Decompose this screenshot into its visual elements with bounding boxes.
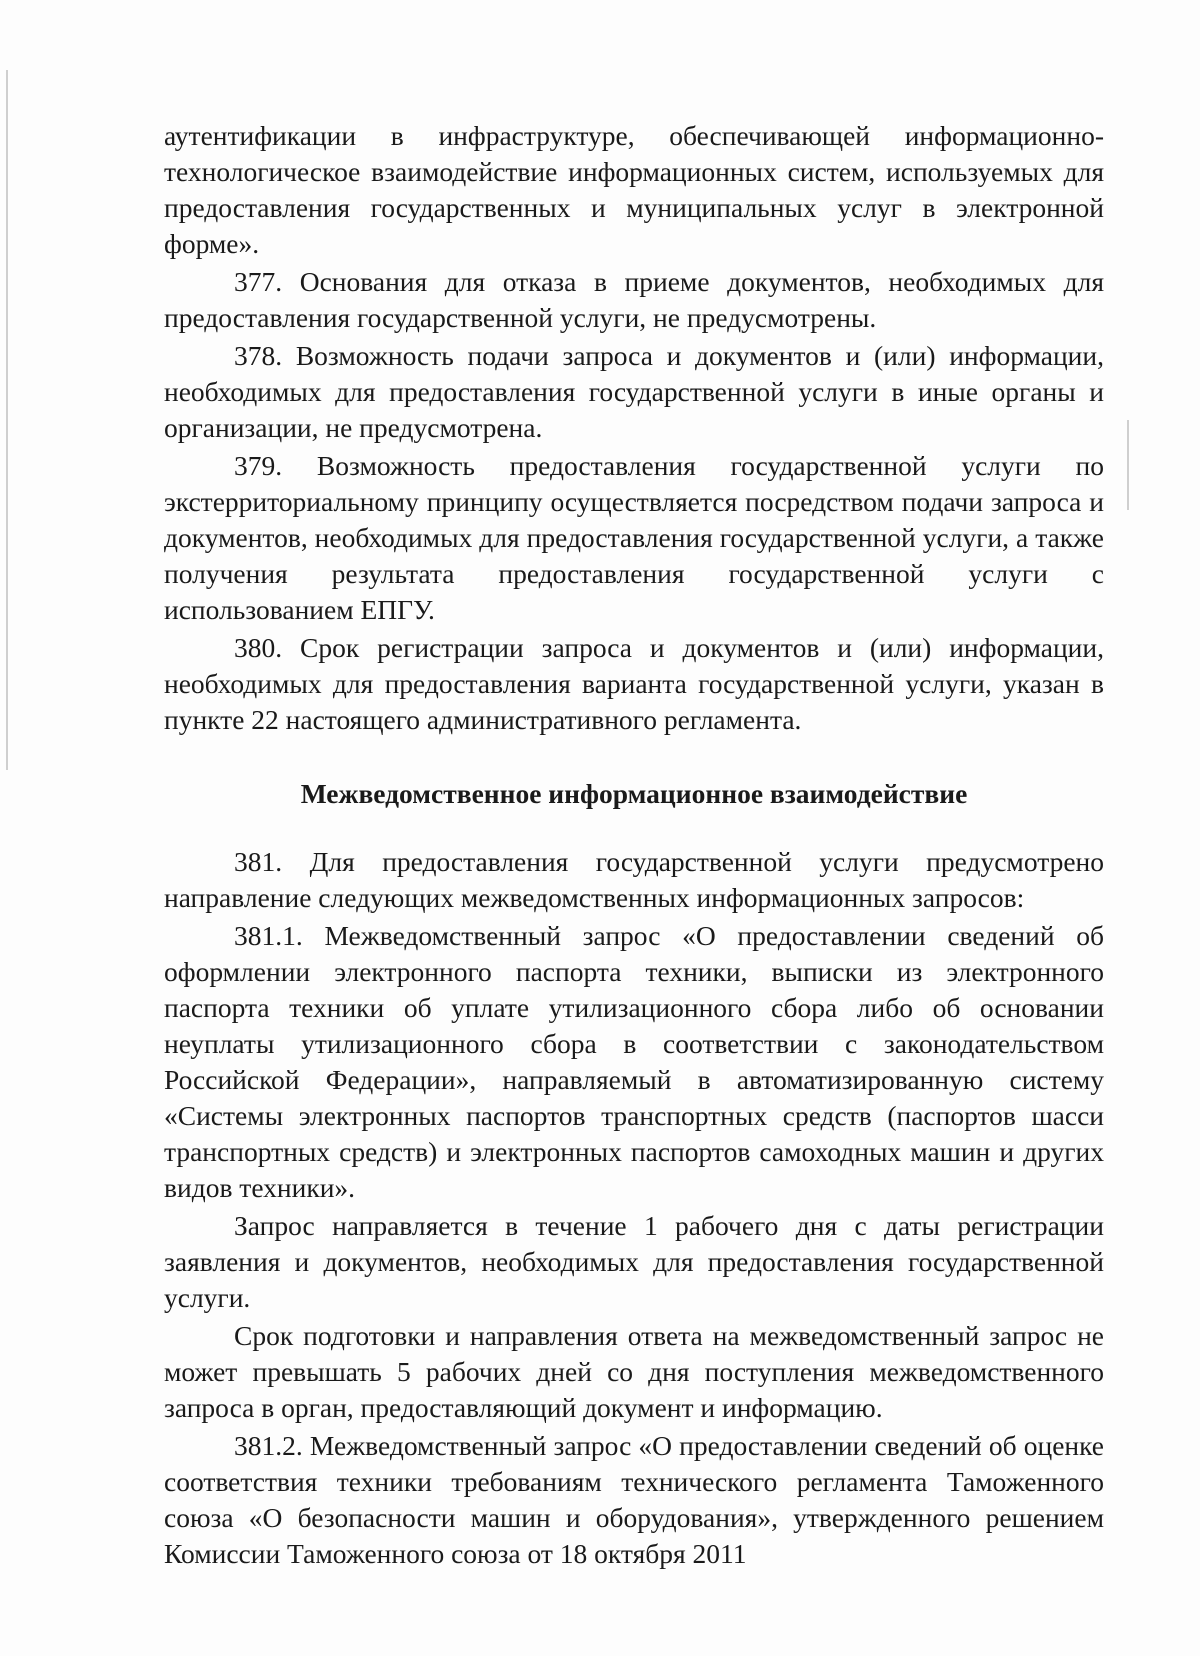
paragraph-378: 378. Возможность подачи запроса и документов и (или) информации, необходимых для предоставления государственной услуги в иные органы и организации, не предусмотрена.: [164, 340, 1104, 443]
paragraph-380: 380. Срок регистрации запроса и документов и (или) информации, необходимых для предоставления варианта государственной услуги, указан в пункте 22 настоящего административного регламента.: [164, 632, 1104, 735]
paragraph-381-2: 381.2. Межведомственный запрос «О предоставлении сведений об оценке соответствия техники требованиям технического регламента Таможенного союза «О безопасности машин и оборудования», утвержденного решением Комиссии Таможенного союза от 18 октября 2011: [164, 1430, 1104, 1569]
paragraph-continuation: аутентификации в инфраструктуре, обеспечивающей информационно-технологическое взаимодействие информационных систем, используемых для предоставления государственных и муниципальных услуг в электронной форме».: [164, 120, 1104, 259]
paragraph-377: 377. Основания для отказа в приеме документов, необходимых для предоставления государственной услуги, не предусмотрены.: [164, 266, 1104, 333]
scan-edge-right: [1127, 420, 1129, 510]
scan-edge-left: [6, 70, 8, 770]
paragraph-response-deadline: Срок подготовки и направления ответа на межведомственный запрос не может превышать 5 рабочих дней со дня поступления межведомственного запроса в орган, предоставляющий документ и информацию.: [164, 1320, 1104, 1423]
section-heading: Межведомственное информационное взаимодействие: [300, 778, 968, 809]
document-body: [164, 118, 1104, 1574]
paragraph-381-1: 381.1. Межведомственный запрос «О предоставлении сведений об оформлении электронного паспорта техники, выписки из электронного паспорта техники об уплате утилизационного сбора либо об основании неуплаты утилизационного сбора в соответствии с законодательством Российской Федерации», направляемый в автоматизированную систему «Системы электронных паспортов транспортных средств (паспортов шасси транспортных средств) и электронных паспортов самоходных машин и других видов техники».: [164, 920, 1104, 1203]
paragraph-381: 381. Для предоставления государственной услуги предусмотрено направление следующих межведомственных информационных запросов:: [164, 846, 1104, 913]
paragraph-379: 379. Возможность предоставления государственной услуги по экстерриториальному принципу осуществляется посредством подачи запроса и документов, необходимых для предоставления государственной услуги, а также получения результата предоставления государственной услуги с использованием ЕПГУ.: [164, 450, 1104, 625]
paragraph-request-timing: Запрос направляется в течение 1 рабочего дня с даты регистрации заявления и документов, необходимых для предоставления государственной услуги.: [164, 1210, 1104, 1313]
